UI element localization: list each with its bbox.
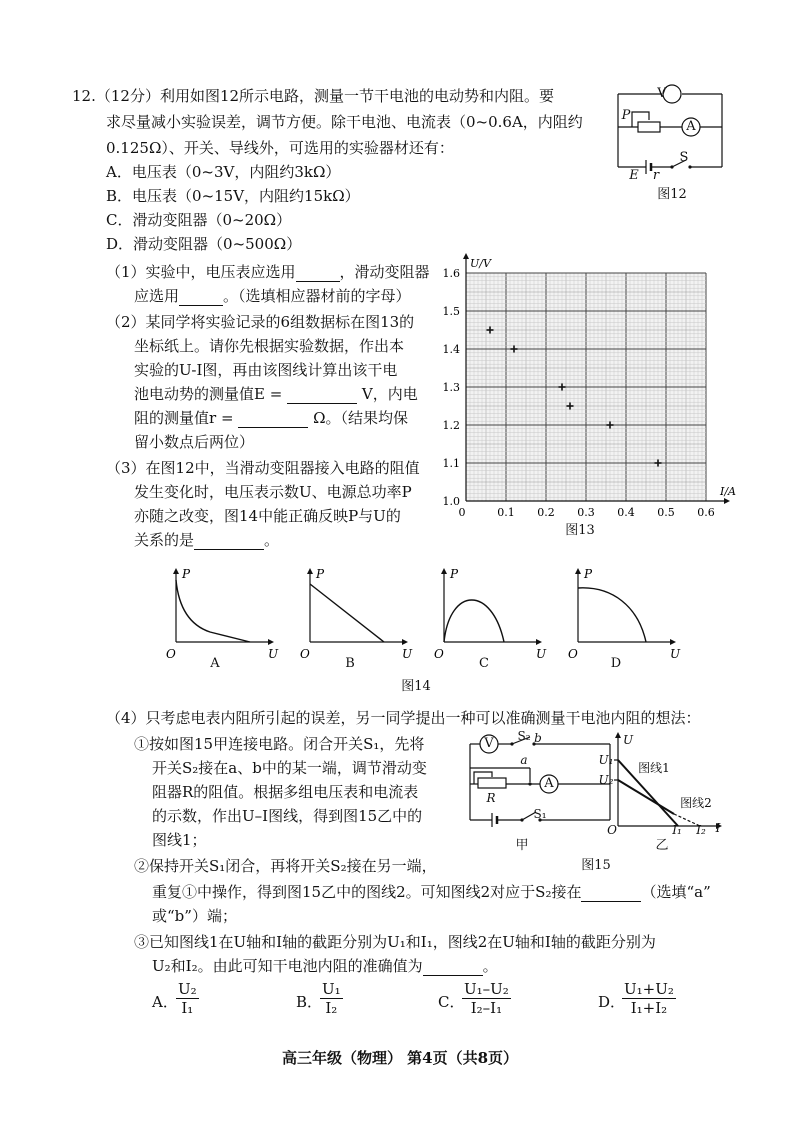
fig13-caption: 图13	[565, 523, 595, 538]
fig13-x-tick-label: 0.5	[657, 506, 675, 519]
fig14-graph-c	[434, 567, 547, 661]
part4-intro: （4）只考虑电表内阻所引起的误差，另一同学提出一种可以准确测量干电池内阻的想法：	[106, 709, 701, 727]
fig15-s1-label: S₁	[533, 807, 547, 821]
fig15-a-label: A	[544, 776, 554, 791]
fig15-i2-label: I₂	[696, 823, 706, 837]
part4-s3-line2: U₂和I₂。由此可知干电池内阻的准确值为 。	[152, 957, 498, 975]
part3-line2: 发生变化时，电压表示数U、电源总功率P	[134, 483, 412, 501]
fig15-line2-label: 图线2	[680, 796, 712, 810]
fig14-p-label: P	[182, 567, 191, 581]
choice-d-fraction: $\frac{\text{U₁+U₂}}{\text{I₁+I₂}}$	[624, 980, 674, 1017]
fig13-y-tick-label: 1.2	[442, 419, 460, 432]
fig14-u-label: U	[536, 647, 547, 661]
fig14-label-a: A	[210, 656, 220, 671]
choice-d-label: D．	[598, 993, 626, 1011]
fig15-i1-label: I₁	[672, 823, 682, 837]
answer-blank-resistance[interactable]	[238, 411, 308, 428]
q12-line2: 求尽量减小实验误差，调节方便。除干电池、电流表（0~0.6A，内阻约	[106, 113, 583, 131]
fig14-u-label: U	[670, 647, 681, 661]
choice-c-fraction: $\frac{\text{U₁–U₂}}{\text{I₂–I₁}}$	[464, 980, 509, 1017]
choice-c-label: C．	[438, 993, 465, 1011]
fig14-y-arrow	[173, 568, 179, 574]
part4-s2-line2: 重复①中操作，得到图15乙中的图线2。可知图线2对应于S₂接在 （选填“a”	[152, 883, 711, 901]
choice-b-fraction: $\frac{\text{U₁}}{\text{I₂}}$	[322, 980, 341, 1017]
fig14-origin-label: O	[434, 647, 444, 661]
part3-line3: 亦随之改变，图14中能正确反映P与U的	[134, 507, 401, 525]
page-footer: 高三年级（物理） 第4页（共8页）	[281, 1049, 519, 1067]
fig14-caption: 图14	[401, 679, 431, 694]
fig14-p-label: P	[316, 567, 325, 581]
fig15-u-axis-label: U	[622, 733, 634, 747]
fig14-graph-a	[166, 567, 279, 661]
fig13-y-tick-label: 1.5	[442, 305, 460, 318]
fig12-e-label: E	[629, 168, 639, 183]
fig14-origin-label: O	[300, 647, 310, 661]
fig15-s2-label: S₂	[517, 729, 531, 743]
fig12-v-label: V	[657, 86, 667, 101]
part4-s2-line3: 或“b”）端；	[152, 907, 237, 925]
fig15-jia-label: 甲	[515, 838, 529, 853]
part1-line1: （1）实验中，电压表应选用 ，滑动变阻器	[106, 263, 430, 281]
fig15-yi-label: 乙	[655, 838, 669, 853]
q12-line3: 0.125Ω）、开关、导线外，可选用的实验器材还有：	[106, 139, 454, 157]
fig13-x-axis-label: I/A	[720, 485, 736, 498]
fig15-u1-label: U₁	[598, 753, 614, 767]
fig14-u-label: U	[402, 647, 413, 661]
fig13-x-tick-label: 0.2	[537, 506, 555, 519]
fig14-graph-b	[300, 567, 413, 661]
part2-line6: 留小数点后两位）	[134, 433, 255, 451]
fig13-x-arrow	[724, 498, 730, 504]
fig13-y-tick-label: 1.0	[442, 495, 460, 508]
fig13-y-arrow	[463, 253, 469, 259]
fig14-y-arrow	[575, 568, 581, 574]
q12-line1: 12.（12分）利用如图12所示电路，测量一节干电池的电动势和内阻。要	[72, 87, 555, 105]
fig14-origin-label: O	[568, 647, 578, 661]
fig14-y-arrow	[307, 568, 313, 574]
fig14-graph-d	[568, 567, 681, 661]
fig14-p-label: P	[450, 567, 459, 581]
choice-a-fraction: $\frac{\text{U₂}}{\text{I₁}}$	[178, 980, 197, 1017]
option-d: D．滑动变阻器（0~500Ω）	[106, 235, 302, 253]
option-a: A．电压表（0~3V，内阻约3kΩ）	[106, 163, 341, 181]
fig13-x-tick-label: 0.3	[577, 506, 595, 519]
fig14-label-d: D	[610, 656, 622, 671]
part4-s1-line4: 的示数，作出U–I图线，得到图15乙中的	[152, 807, 423, 825]
fig15-v-label: V	[484, 736, 494, 751]
choice-a-label: A．	[152, 993, 178, 1011]
fig12-s-label: S	[679, 150, 689, 165]
part1-line2: 应选用 。（选填相应器材前的字母）	[134, 287, 411, 305]
part4-s1-line5: 图线1；	[152, 831, 207, 849]
fig15-a-terminal-label: a	[520, 753, 528, 767]
fig15-line1-label: 图线1	[638, 761, 670, 775]
answer-blank-emf[interactable]	[287, 387, 357, 404]
part4-s2-line1: ②保持开关S₁闭合，再将开关S₂接在另一端，	[134, 857, 437, 875]
fig13-origin-label: 0	[458, 506, 466, 519]
fig14-curve	[578, 588, 646, 642]
fig12-circuit	[610, 82, 730, 182]
fig14-graphs	[150, 562, 710, 662]
fig15-caption: 图15	[581, 858, 611, 873]
fig14-x-arrow	[670, 639, 676, 645]
fig13-y-tick-label: 1.4	[442, 343, 460, 356]
fig14-label-b: B	[345, 656, 355, 671]
answer-blank-terminal[interactable]	[581, 885, 641, 902]
part3-line4: 关系的是 。	[134, 531, 280, 549]
fig14-y-arrow	[441, 568, 447, 574]
answer-blank-voltmeter[interactable]	[296, 265, 340, 282]
part2-line5: 阻的测量值r = Ω。（结果均保	[134, 409, 409, 427]
fig15-i-axis-label: I	[715, 821, 721, 835]
fig12-r-label: r	[652, 168, 660, 183]
fig13-x-tick-label: 0.6	[697, 506, 715, 519]
fig14-x-arrow	[402, 639, 408, 645]
fig13-x-tick-label: 0.1	[497, 506, 515, 519]
fig14-curve	[444, 600, 504, 642]
answer-blank-graph[interactable]	[194, 533, 264, 550]
fig14-curve	[310, 584, 384, 642]
fig13-y-tick-label: 1.6	[442, 267, 460, 280]
part3-line1: （3）在图12中，当滑动变阻器接入电路的阻值	[106, 459, 420, 477]
option-c: C．滑动变阻器（0~20Ω）	[106, 211, 292, 229]
fig12-caption: 图12	[657, 187, 687, 202]
fig14-curve	[176, 580, 250, 642]
fig13-chart	[430, 257, 736, 528]
fig14-x-arrow	[268, 639, 274, 645]
part4-s1-line1: ①按如图15甲连接电路。闭合开关S₁，先将	[134, 735, 425, 753]
fig12-a-label: A	[686, 119, 696, 134]
part4-s1-line2: 开关S₂接在a、b中的某一端，调节滑动变	[152, 759, 427, 777]
fig13-y-tick-label: 1.3	[442, 381, 460, 394]
answer-blank-rheostat[interactable]	[179, 289, 223, 306]
fig15-u2-label: U₂	[598, 773, 614, 787]
part2-line2: 坐标纸上。请你先根据实验数据，作出本	[134, 337, 405, 355]
part4-s3-line1: ③已知图线1在U轴和I轴的截距分别为U₁和I₁，图线2在U轴和I轴的截距分别为	[134, 933, 656, 951]
fig14-x-arrow	[536, 639, 542, 645]
part2-line4: 池电动势的测量值E = V，内电	[134, 385, 418, 403]
fig14-u-label: U	[268, 647, 279, 661]
part2-line3: 实验的U-I图，再由该图线计算出该干电	[134, 361, 398, 379]
part2-line1: （2）某同学将实验记录的6组数据标在图13的	[106, 313, 415, 331]
fig14-origin-label: O	[166, 647, 176, 661]
fig13-y-tick-label: 1.1	[442, 457, 460, 470]
fig15-b-label: b	[534, 731, 542, 745]
answer-blank-internal-resistance[interactable]	[423, 959, 483, 976]
fig14-p-label: P	[584, 567, 593, 581]
fig15-origin-label: O	[607, 823, 617, 837]
part4-s1-line3: 阻器R的阻值。根据多组电压表和电流表	[152, 783, 419, 801]
fig13-y-axis-label: U/V	[470, 257, 491, 270]
option-b: B．电压表（0~15V，内阻约15kΩ）	[106, 187, 360, 205]
fig15-r-label: R	[486, 791, 496, 805]
fig14-label-c: C	[479, 656, 489, 671]
choice-b-label: B．	[296, 993, 323, 1011]
fig12-p-label: P	[621, 108, 631, 123]
fig13-x-tick-label: 0.4	[617, 506, 635, 519]
